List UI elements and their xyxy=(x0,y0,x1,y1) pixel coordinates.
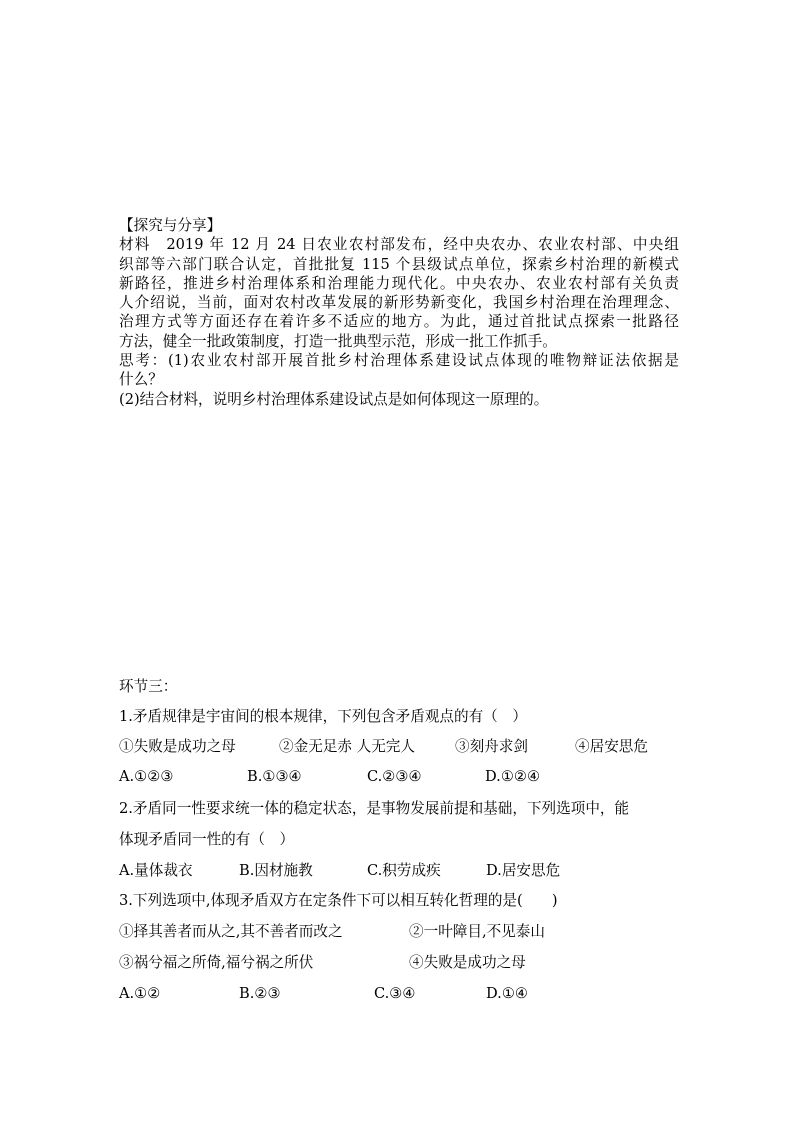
material-line: 治理方式等方面还存在着许多不适应的地方。为此，通过首批试点探索一批路径 xyxy=(119,313,679,331)
q2-option: A.量体裁衣 xyxy=(119,862,193,879)
q3-item: ④失败是成功之母 xyxy=(409,954,526,971)
q2-option: B.因材施教 xyxy=(239,862,313,879)
q1-option: A.①②③ xyxy=(119,768,174,785)
q3-item: ③祸兮福之所倚,福兮祸之所伏 xyxy=(119,954,314,971)
q3-option: B.②③ xyxy=(239,985,281,1002)
q1-stem: 1.矛盾规律是宇宙间的根本规律，下列包含矛盾观点的有（ ） xyxy=(119,708,527,725)
think-question-2: (2)结合材料，说明乡村治理体系建设试点是如何体现这一原理的。 xyxy=(119,390,549,408)
q2-option: D.居安思危 xyxy=(486,862,561,879)
q1-item: ②金无足赤 人无完人 xyxy=(279,738,415,755)
material-line: 新路径，推进乡村治理体系和治理能力现代化。中央农办、农业农村部有关负责 xyxy=(119,274,679,292)
q2-option: C.积劳成疾 xyxy=(367,862,441,879)
q3-option: D.①④ xyxy=(486,985,528,1002)
explore-share-section xyxy=(119,216,679,409)
q1-option: D.①②④ xyxy=(485,768,541,785)
q1-option: B.①③④ xyxy=(247,768,302,785)
material-line: 方法，健全一批政策制度，打造一批典型示范，形成一批工作抓手。 xyxy=(119,332,557,350)
think-question-1-cont: 什么？ xyxy=(119,371,163,389)
q3-item: ①择其善者而从之,其不善者而改之 xyxy=(119,923,343,940)
material-line: 人介绍说，当前，面对农村改革发展的新形势新变化，我国乡村治理在治理理念、 xyxy=(119,294,679,312)
q2-stem-line: 体现矛盾同一性的有（ ） xyxy=(119,831,295,848)
q3-stem: 3.下列选项中,体现矛盾双方在定条件下可以相互转化哲理的是( ) xyxy=(119,892,558,909)
q3-option: A.①② xyxy=(119,985,161,1002)
q2-stem-line: 2.矛盾同一性要求统一体的稳定状态，是事物发展前提和基础，下列选项中，能 xyxy=(119,800,630,817)
think-question-1: 思考：(1)农业农村部开展首批乡村治理体系建设试点体现的唯物辩证法依据是 xyxy=(119,352,679,370)
material-line: 织部等六部门联合认定，首批批复 115 个县级试点单位，探索乡村治理的新模式 xyxy=(119,255,679,273)
q1-item: ①失败是成功之母 xyxy=(119,738,236,755)
explore-heading: 【探究与分享】 xyxy=(119,217,222,234)
q3-item: ②一叶障目,不见泰山 xyxy=(409,923,545,940)
q1-item: ④居安思危 xyxy=(575,738,648,755)
q1-item: ③刻舟求剑 xyxy=(455,738,528,755)
q3-option: C.③④ xyxy=(374,985,416,1002)
q1-option: C.②③④ xyxy=(367,768,422,785)
material-line: 材料 2019 年 12 月 24 日农业农村部发布，经中央农办、农业农村部、中央组 xyxy=(119,236,679,254)
section-three-title: 环节三： xyxy=(119,678,178,695)
